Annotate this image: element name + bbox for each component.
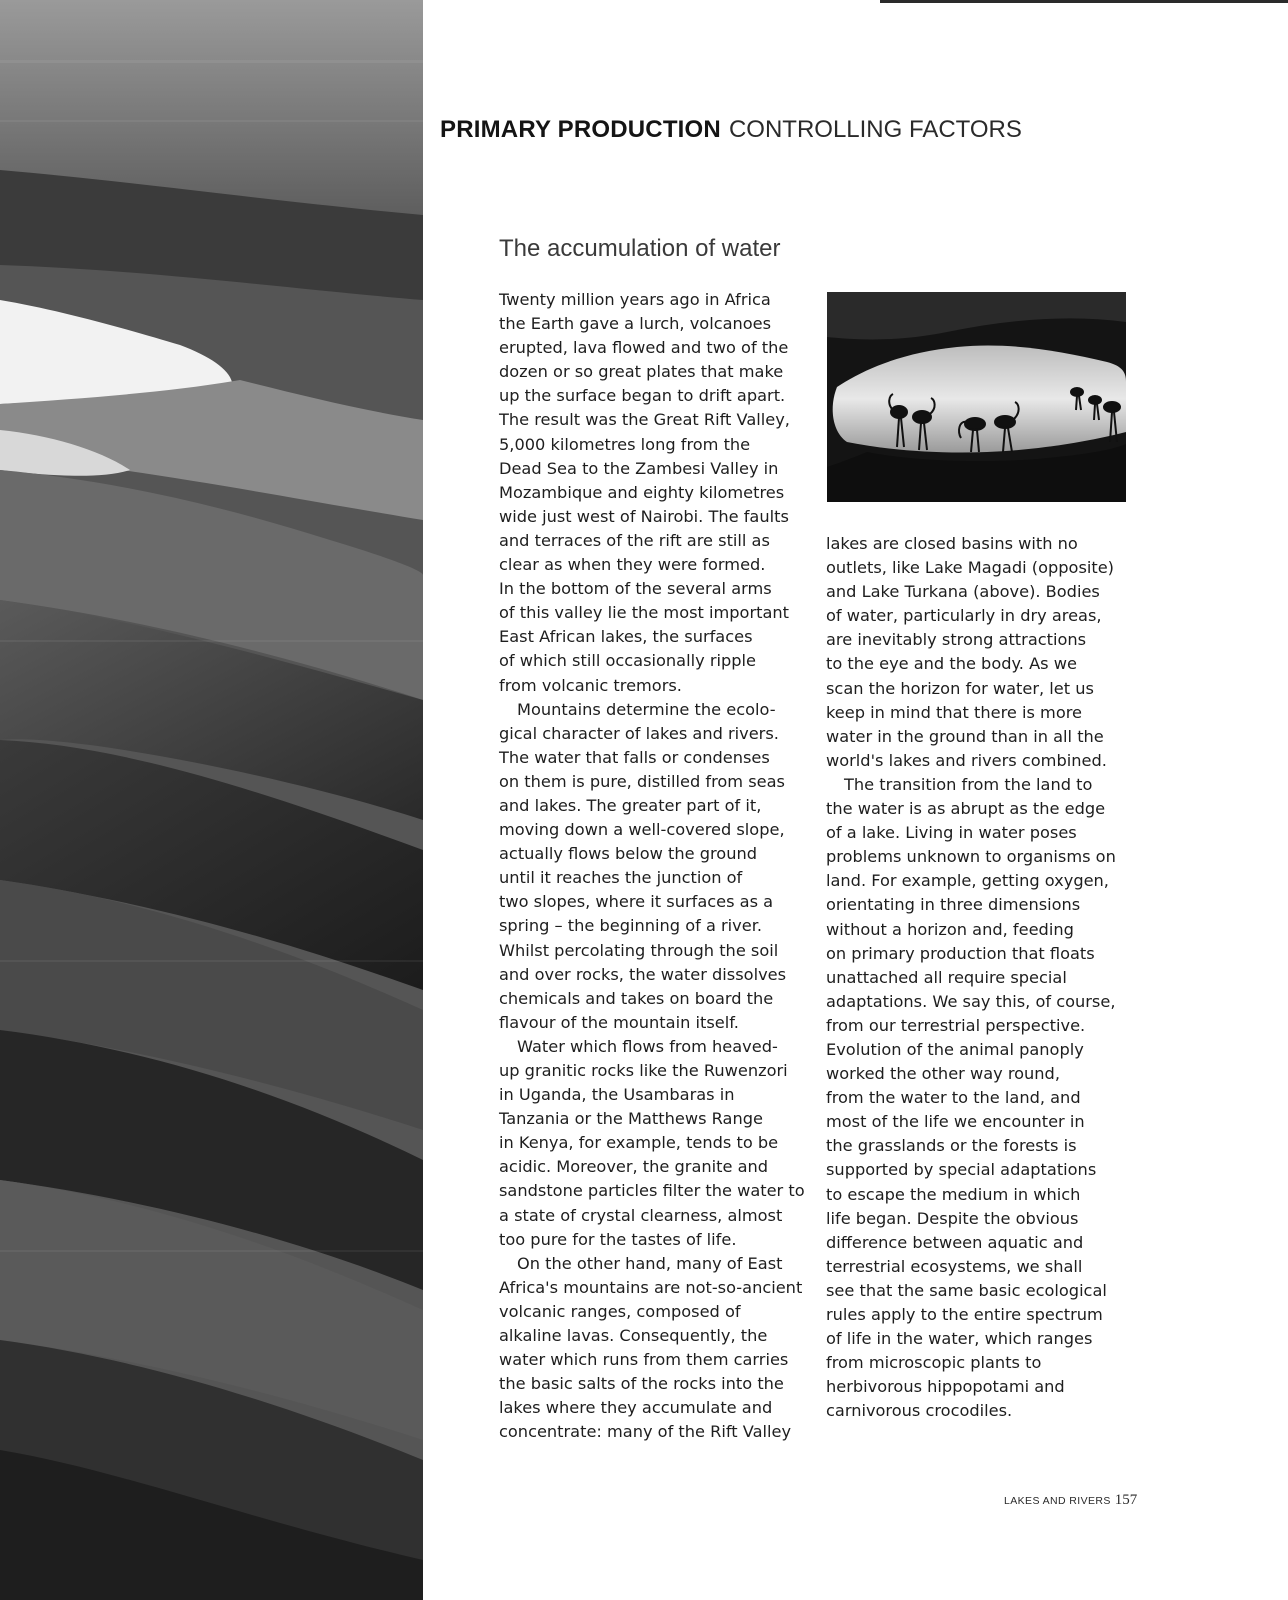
text-line: In the bottom of the several arms: [499, 579, 772, 599]
text-line: until it reaches the junction of: [499, 868, 743, 888]
text-line: Africa's mountains are not-so-ancient: [499, 1277, 803, 1297]
page-header: [440, 116, 1260, 144]
text-line: up granitic rocks like the Ruwenzori: [499, 1061, 788, 1080]
text-line: the water is as abrupt as the edge: [826, 799, 1106, 819]
text-line: On the other hand, many of East: [517, 1253, 783, 1273]
text-line: of which still occasionally ripple: [499, 651, 756, 671]
text-line: lakes where they accumulate and: [499, 1398, 773, 1418]
text-line: East African lakes, the surfaces: [499, 627, 753, 647]
text-line: sandstone particles filter the water to: [499, 1181, 805, 1201]
text-line: volcanic ranges, composed of: [499, 1301, 741, 1321]
text-line: Tanzania or the Matthews Range: [499, 1109, 763, 1129]
text-line: orientating in three dimensions: [826, 895, 1081, 915]
text-line: water which runs from them carries: [499, 1350, 789, 1370]
text-line: unattached all require special: [826, 967, 1067, 987]
text-line: dozen or so great plates that make: [499, 362, 784, 382]
aerial-landscape-photo: [0, 0, 423, 1600]
text-line: of this valley lie the most important: [499, 603, 789, 623]
text-line: chemicals and takes on board the: [499, 988, 774, 1008]
text-line: see that the same basic ecological: [826, 1280, 1107, 1300]
text-line: from the water to the land, and: [826, 1088, 1081, 1108]
text-line: 5,000 kilometres long from the: [499, 434, 751, 454]
text-line: and terraces of the rift are still as: [499, 530, 770, 550]
text-line: the Earth gave a lurch, volcanoes: [499, 314, 772, 334]
running-footer-title: LAKES AND RIVERS: [1004, 1495, 1111, 1507]
text-line: gical character of lakes and rivers.: [499, 723, 779, 743]
text-line: wide just west of Nairobi. The faults: [499, 506, 789, 526]
text-line: and over rocks, the water dissolves: [499, 964, 787, 984]
text-line: from our terrestrial perspective.: [826, 1015, 1086, 1035]
text-line: too pure for the tastes of life.: [499, 1229, 737, 1249]
text-line: adaptations. We say this, of course,: [826, 991, 1116, 1011]
text-line: of water, particularly in dry areas,: [826, 606, 1102, 626]
text-line: spring – the beginning of a river.: [499, 916, 763, 936]
text-line: flavour of the mountain itself.: [499, 1012, 739, 1032]
text-line: carnivorous crocodiles.: [826, 1401, 1013, 1421]
page-footer: [1004, 1489, 1137, 1509]
text-line: Whilst percolating through the soil: [499, 940, 779, 960]
header-subtopic: CONTROLLING FACTORS: [728, 116, 1022, 143]
text-line: from volcanic tremors.: [499, 675, 682, 695]
text-line: moving down a well-covered slope,: [499, 820, 785, 840]
text-line: The water that falls or condenses: [499, 747, 770, 767]
text-line: The transition from the land to: [844, 774, 1093, 794]
text-line: are inevitably strong attractions: [826, 630, 1087, 650]
text-line: problems unknown to organisms on: [826, 847, 1116, 867]
text-line: actually flows below the ground: [499, 844, 757, 864]
text-line: Mountains determine the ecolo-: [517, 699, 776, 719]
text-line: and Lake Turkana (above). Bodies: [826, 582, 1100, 602]
text-line: two slopes, where it surfaces as a: [499, 892, 774, 912]
text-line: up the surface began to drift apart.: [499, 386, 786, 406]
text-line: Twenty million years ago in Africa: [499, 290, 771, 309]
text-line: scan the horizon for water, let us: [826, 678, 1094, 698]
body-text-right-column: [826, 532, 1126, 1423]
text-line: supported by special adaptations: [826, 1160, 1097, 1180]
text-line: alkaline lavas. Consequently, the: [499, 1326, 768, 1346]
text-line: The result was the Great Rift Valley,: [499, 410, 790, 430]
text-line: clear as when they were formed.: [499, 555, 766, 575]
text-line: Dead Sea to the Zambesi Valley in: [499, 458, 779, 478]
flamingos-photo: [827, 292, 1126, 502]
text-line: and lakes. The greater part of it,: [499, 795, 762, 815]
body-text-left-column: [499, 288, 805, 1445]
text-line: the grasslands or the forests is: [826, 1136, 1077, 1156]
text-line: difference between aquatic and: [826, 1232, 1084, 1252]
text-line: terrestrial ecosystems, we shall: [826, 1256, 1083, 1276]
text-line: to the eye and the body. As we: [826, 654, 1077, 674]
section-title: The accumulation of water: [499, 235, 781, 262]
text-line: the basic salts of the rocks into the: [499, 1374, 784, 1394]
page-number: 157: [1114, 1492, 1138, 1508]
text-line: without a horizon and, feeding: [826, 919, 1074, 939]
text-line: water in the ground than in all the: [826, 726, 1104, 746]
text-line: erupted, lava flowed and two of the: [499, 338, 789, 358]
text-line: on them is pure, distilled from seas: [499, 771, 785, 791]
text-line: worked the other way round,: [826, 1064, 1060, 1084]
text-line: a state of crystal clearness, almost: [499, 1205, 783, 1225]
text-line: of a lake. Living in water poses: [826, 823, 1077, 843]
text-line: concentrate: many of the Rift Valley: [499, 1422, 792, 1442]
text-line: to escape the medium in which: [826, 1184, 1081, 1204]
text-line: outlets, like Lake Magadi (opposite): [826, 558, 1114, 578]
text-line: on primary production that floats: [826, 943, 1095, 963]
text-line: land. For example, getting oxygen,: [826, 871, 1109, 891]
top-rule: [880, 0, 1288, 3]
text-line: rules apply to the entire spectrum: [826, 1305, 1103, 1324]
text-line: Mozambique and eighty kilometres: [499, 482, 785, 502]
text-line: Evolution of the animal panoply: [826, 1039, 1084, 1059]
text-line: of life in the water, which ranges: [826, 1329, 1093, 1349]
text-line: acidic. Moreover, the granite and: [499, 1157, 769, 1177]
text-line: life began. Despite the obvious: [826, 1208, 1079, 1228]
text-line: from microscopic plants to: [826, 1353, 1042, 1373]
text-line: keep in mind that there is more: [826, 702, 1082, 722]
text-line: lakes are closed basins with no: [826, 534, 1078, 553]
text-line: herbivorous hippopotami and: [826, 1377, 1065, 1397]
text-line: world's lakes and rivers combined.: [826, 750, 1107, 770]
text-line: in Uganda, the Usambaras in: [499, 1085, 735, 1105]
header-topic: PRIMARY PRODUCTION: [440, 116, 721, 143]
text-line: in Kenya, for example, tends to be: [499, 1133, 779, 1153]
text-line: most of the life we encounter in: [826, 1112, 1085, 1132]
text-line: Water which flows from heaved-: [517, 1036, 778, 1056]
